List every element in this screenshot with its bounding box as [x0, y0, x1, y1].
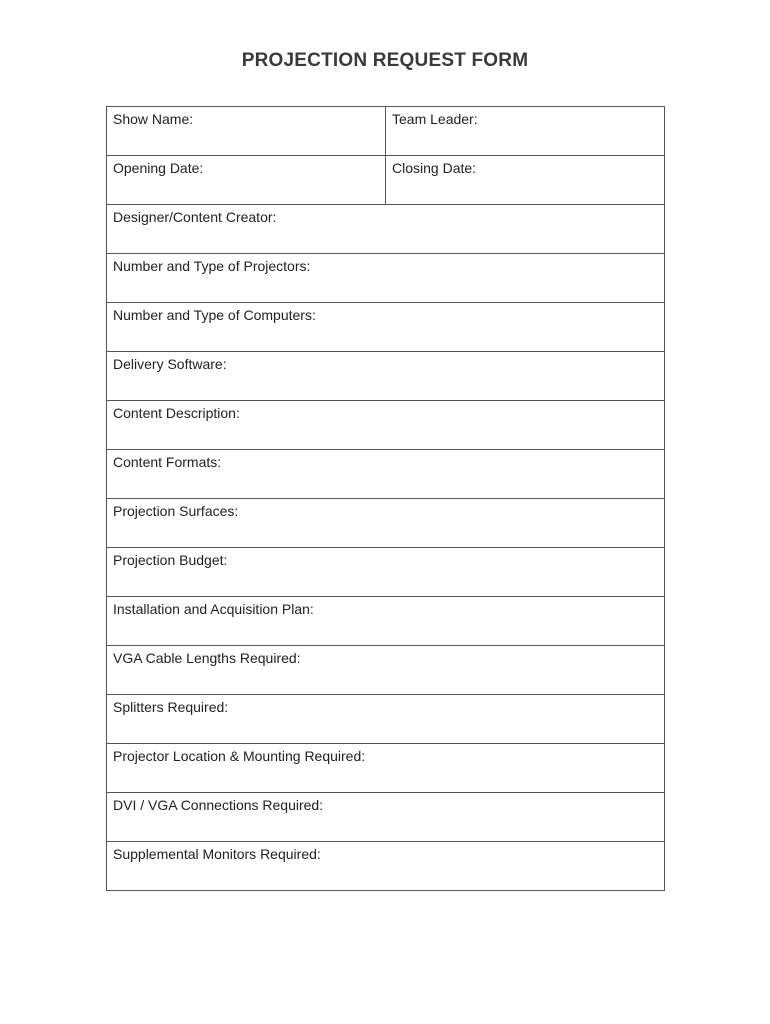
form-row	[107, 254, 665, 303]
content-description-field[interactable]: Content Description:	[107, 401, 665, 450]
closing-date-field[interactable]: Closing Date:	[386, 156, 665, 205]
projection-surfaces-field[interactable]: Projection Surfaces:	[107, 499, 665, 548]
request-form-table	[106, 106, 665, 891]
projector-location-field[interactable]: Projector Location & Mounting Required:	[107, 744, 665, 793]
vga-cable-lengths-field[interactable]: VGA Cable Lengths Required:	[107, 646, 665, 695]
form-row	[107, 303, 665, 352]
form-row	[107, 842, 665, 891]
delivery-software-field[interactable]: Delivery Software:	[107, 352, 665, 401]
projection-budget-field[interactable]: Projection Budget:	[107, 548, 665, 597]
form-row	[107, 450, 665, 499]
form-row	[107, 499, 665, 548]
computers-field[interactable]: Number and Type of Computers:	[107, 303, 665, 352]
show-name-field[interactable]: Show Name:	[107, 107, 386, 156]
projectors-field[interactable]: Number and Type of Projectors:	[107, 254, 665, 303]
form-row	[107, 352, 665, 401]
form-row-dates	[107, 156, 665, 205]
opening-date-field[interactable]: Opening Date:	[107, 156, 386, 205]
form-row	[107, 205, 665, 254]
team-leader-field[interactable]: Team Leader:	[386, 107, 665, 156]
form-row	[107, 744, 665, 793]
form-row	[107, 646, 665, 695]
splitters-field[interactable]: Splitters Required:	[107, 695, 665, 744]
form-row	[107, 793, 665, 842]
form-row	[107, 401, 665, 450]
form-row	[107, 695, 665, 744]
installation-plan-field[interactable]: Installation and Acquisition Plan:	[107, 597, 665, 646]
supplemental-monitors-field[interactable]: Supplemental Monitors Required:	[107, 842, 665, 891]
form-row-show-team	[107, 107, 665, 156]
form-row	[107, 597, 665, 646]
form-row	[107, 548, 665, 597]
content-formats-field[interactable]: Content Formats:	[107, 450, 665, 499]
designer-content-creator-field[interactable]: Designer/Content Creator:	[107, 205, 665, 254]
dvi-vga-connections-field[interactable]: DVI / VGA Connections Required:	[107, 793, 665, 842]
form-title: PROJECTION REQUEST FORM	[241, 50, 529, 71]
